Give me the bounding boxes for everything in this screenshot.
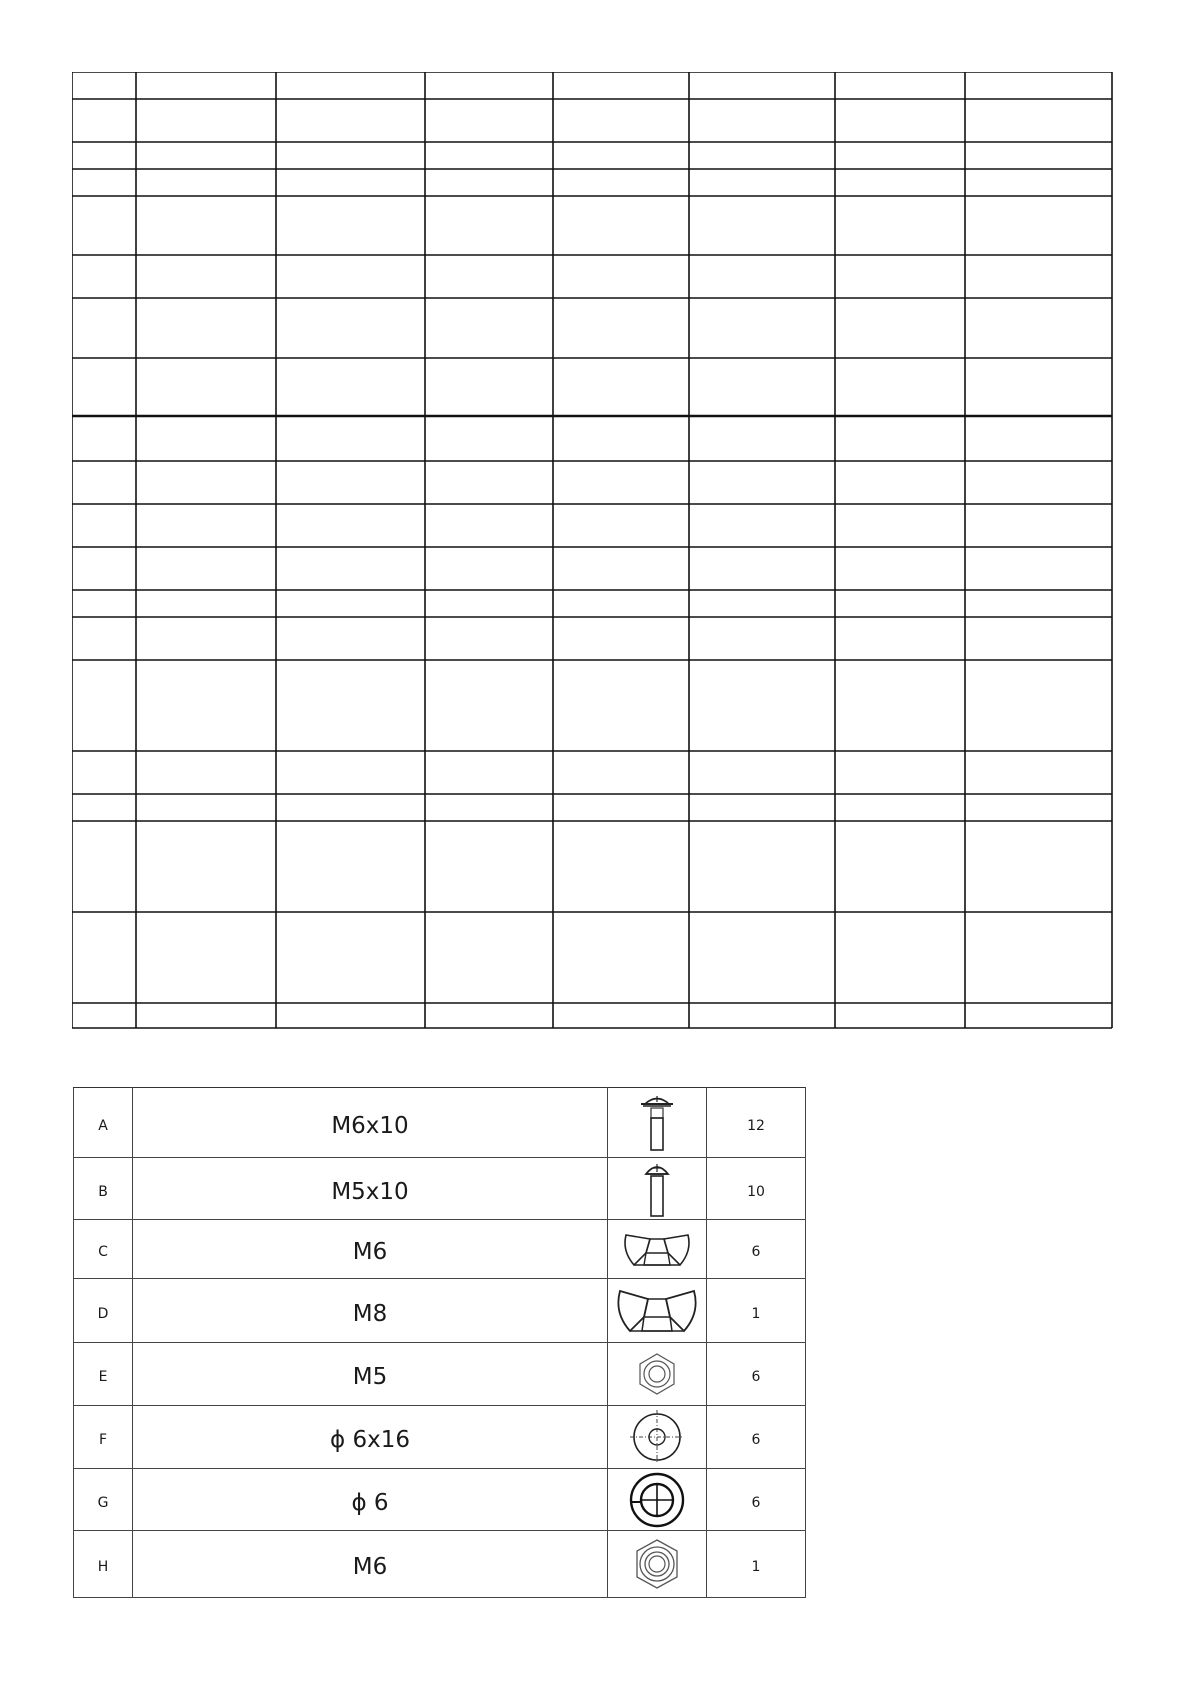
part-quantity: 6 xyxy=(751,1432,761,1448)
part-spec-cell xyxy=(133,1531,608,1598)
part-quantity: 1 xyxy=(751,1559,761,1575)
part-spec: M6 xyxy=(352,1239,388,1265)
part-spec: M8 xyxy=(352,1300,388,1327)
part-spec: ϕ 6x16 xyxy=(330,1427,410,1453)
part-quantity: 6 xyxy=(751,1494,761,1511)
hardware-row xyxy=(74,1406,806,1469)
part-letter-cell xyxy=(74,1343,133,1406)
part-letter-cell xyxy=(74,1088,133,1158)
part-spec-cell xyxy=(133,1279,608,1343)
part-letter-cell xyxy=(74,1531,133,1598)
part-letter-cell xyxy=(74,1220,133,1279)
part-letter-cell xyxy=(74,1158,133,1220)
pan-head-screw-with-washer-icon xyxy=(608,1088,707,1158)
wing-nut-small-icon xyxy=(608,1220,707,1279)
part-spec-cell xyxy=(133,1220,608,1279)
part-spec-cell xyxy=(133,1343,608,1406)
part-letter: F xyxy=(98,1432,108,1448)
hardware-row xyxy=(74,1531,806,1598)
part-quantity: 12 xyxy=(747,1117,765,1134)
part-spec-cell xyxy=(133,1158,608,1220)
part-letter: H xyxy=(97,1559,109,1575)
part-spec-cell xyxy=(133,1406,608,1469)
part-letter: A xyxy=(98,1117,108,1134)
part-quantity-cell xyxy=(707,1531,806,1598)
part-spec: M5 xyxy=(352,1364,388,1390)
part-letter: B xyxy=(98,1183,108,1200)
part-letter-cell xyxy=(74,1469,133,1531)
flat-washer-icon xyxy=(608,1406,707,1469)
part-quantity-cell xyxy=(707,1088,806,1158)
hardware-table xyxy=(73,1087,806,1598)
hardware-row xyxy=(74,1220,806,1279)
part-spec: M6x10 xyxy=(331,1112,409,1139)
part-quantity-cell xyxy=(707,1469,806,1531)
part-quantity-cell xyxy=(707,1220,806,1279)
part-quantity-cell xyxy=(707,1279,806,1343)
part-spec-cell xyxy=(133,1088,608,1158)
part-quantity: 1 xyxy=(751,1305,761,1322)
part-quantity-cell xyxy=(707,1406,806,1469)
hardware-row xyxy=(74,1279,806,1343)
part-letter: E xyxy=(98,1369,108,1385)
part-letter: D xyxy=(97,1305,109,1322)
part-spec: M5x10 xyxy=(331,1178,409,1205)
hardware-row xyxy=(74,1469,806,1531)
part-quantity: 6 xyxy=(751,1369,761,1385)
empty-grid-table xyxy=(72,72,1113,1029)
part-spec: ϕ 6 xyxy=(351,1489,389,1516)
part-quantity-cell xyxy=(707,1343,806,1406)
hex-nut-small-icon xyxy=(608,1343,707,1406)
part-quantity: 10 xyxy=(747,1183,765,1200)
part-letter: C xyxy=(98,1244,108,1260)
part-spec: M6 xyxy=(352,1554,388,1580)
hardware-row xyxy=(74,1088,806,1158)
hardware-row xyxy=(74,1343,806,1406)
part-quantity-cell xyxy=(707,1158,806,1220)
spring-lock-washer-icon xyxy=(608,1469,707,1531)
empty-grid-lines xyxy=(72,72,1113,1029)
hex-nut-icon xyxy=(608,1531,707,1598)
part-letter-cell xyxy=(74,1279,133,1343)
hardware-row xyxy=(74,1158,806,1220)
pan-head-screw-icon xyxy=(608,1158,707,1220)
part-letter-cell xyxy=(74,1406,133,1469)
wing-nut-large-icon xyxy=(608,1279,707,1343)
part-letter: G xyxy=(97,1494,109,1511)
part-quantity: 6 xyxy=(751,1244,761,1260)
part-spec-cell xyxy=(133,1469,608,1531)
